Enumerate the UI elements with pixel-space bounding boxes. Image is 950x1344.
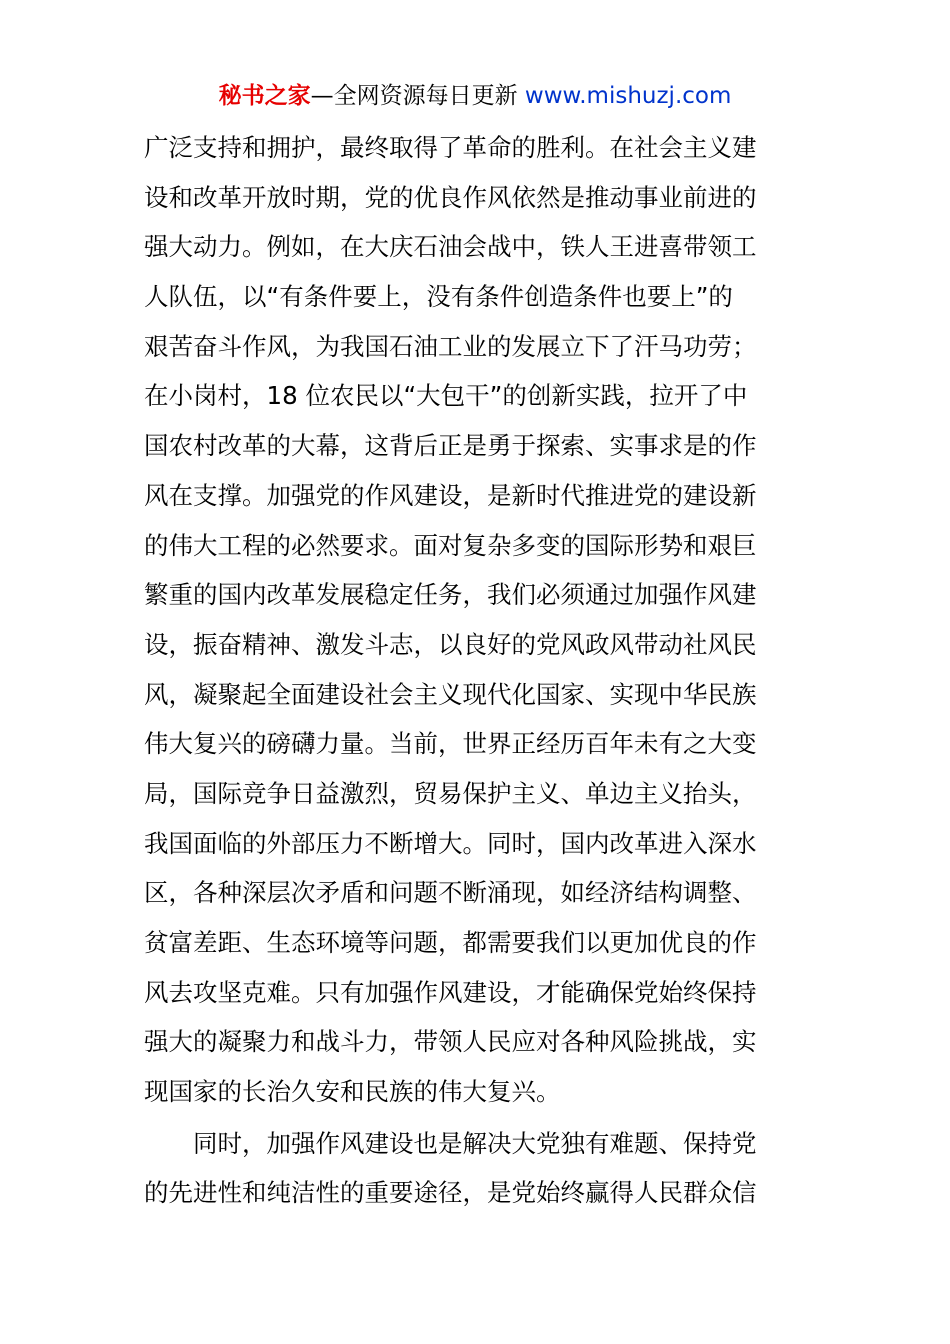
site-header [0, 80, 950, 112]
text-line: 我国面临的外部压力不断增大。同时，国内改革进入深水 [144, 828, 757, 858]
site-brand: 秘书之家 [218, 83, 311, 109]
text-line: 在小岗村，18 位农民以“大包干”的创新实践，拉开了中 [144, 381, 748, 411]
text-line: 艰苦奋斗作风，为我国石油工业的发展立下了汗马功劳； [144, 331, 757, 361]
paragraph-1 [144, 123, 808, 1117]
text-line: 区，各种深层次矛盾和问题不断涌现，如经济结构调整、 [144, 878, 757, 908]
text-line: 同时，加强作风建设也是解决大党独有难题、保持党 [193, 1128, 757, 1158]
text-line: 强大动力。例如，在大庆石油会战中，铁人王进喜带领工 [144, 232, 757, 262]
text-line: 风去攻坚克难。只有加强作风建设，才能确保党始终保持 [144, 977, 757, 1007]
site-url-link[interactable]: www.mishuzj.com [524, 83, 732, 109]
text-line: 国农村改革的大幕，这背后正是勇于探索、实事求是的作 [144, 431, 757, 461]
text-line: 贫富差距、生态环境等问题，都需要我们以更加优良的作 [144, 928, 757, 957]
text-line: 局，国际竞争日益激烈，贸易保护主义、单边主义抬头， [144, 778, 757, 808]
text-line: 风，凝聚起全面建设社会主义现代化国家、实现中华民族 [144, 679, 757, 709]
text-line: 的伟大工程的必然要求。面对复杂多变的国际形势和艰巨 [144, 530, 757, 560]
text-line: 人队伍，以“有条件要上，没有条件创造条件也要上”的 [144, 282, 733, 312]
text-line: 设，振奋精神、激发斗志，以良好的党风政风带动社风民 [144, 629, 757, 659]
document-body [144, 123, 808, 1218]
text-line: 强大的凝聚力和战斗力，带领人民应对各种风险挑战，实 [144, 1027, 757, 1057]
text-line: 伟大复兴的磅礴力量。当前，世界正经历百年未有之大变 [144, 729, 757, 759]
text-line: 的先进性和纯洁性的重要途径，是党始终赢得人民群众信 [144, 1178, 757, 1208]
text-line: 风在支撑。加强党的作风建设，是新时代推进党的建设新 [144, 480, 757, 510]
text-line: 广泛支持和拥护，最终取得了革命的胜利。在社会主义建 [144, 133, 757, 162]
site-tagline: —全网资源每日更新 [310, 83, 525, 109]
text-line: 繁重的国内改革发展稳定任务，我们必须通过加强作风建 [144, 580, 757, 610]
text-line: 设和改革开放时期，党的优良作风依然是推动事业前进的 [144, 182, 757, 212]
paragraph-2 [144, 1119, 808, 1218]
text-line: 现国家的长治久安和民族的伟大复兴。 [144, 1077, 561, 1107]
